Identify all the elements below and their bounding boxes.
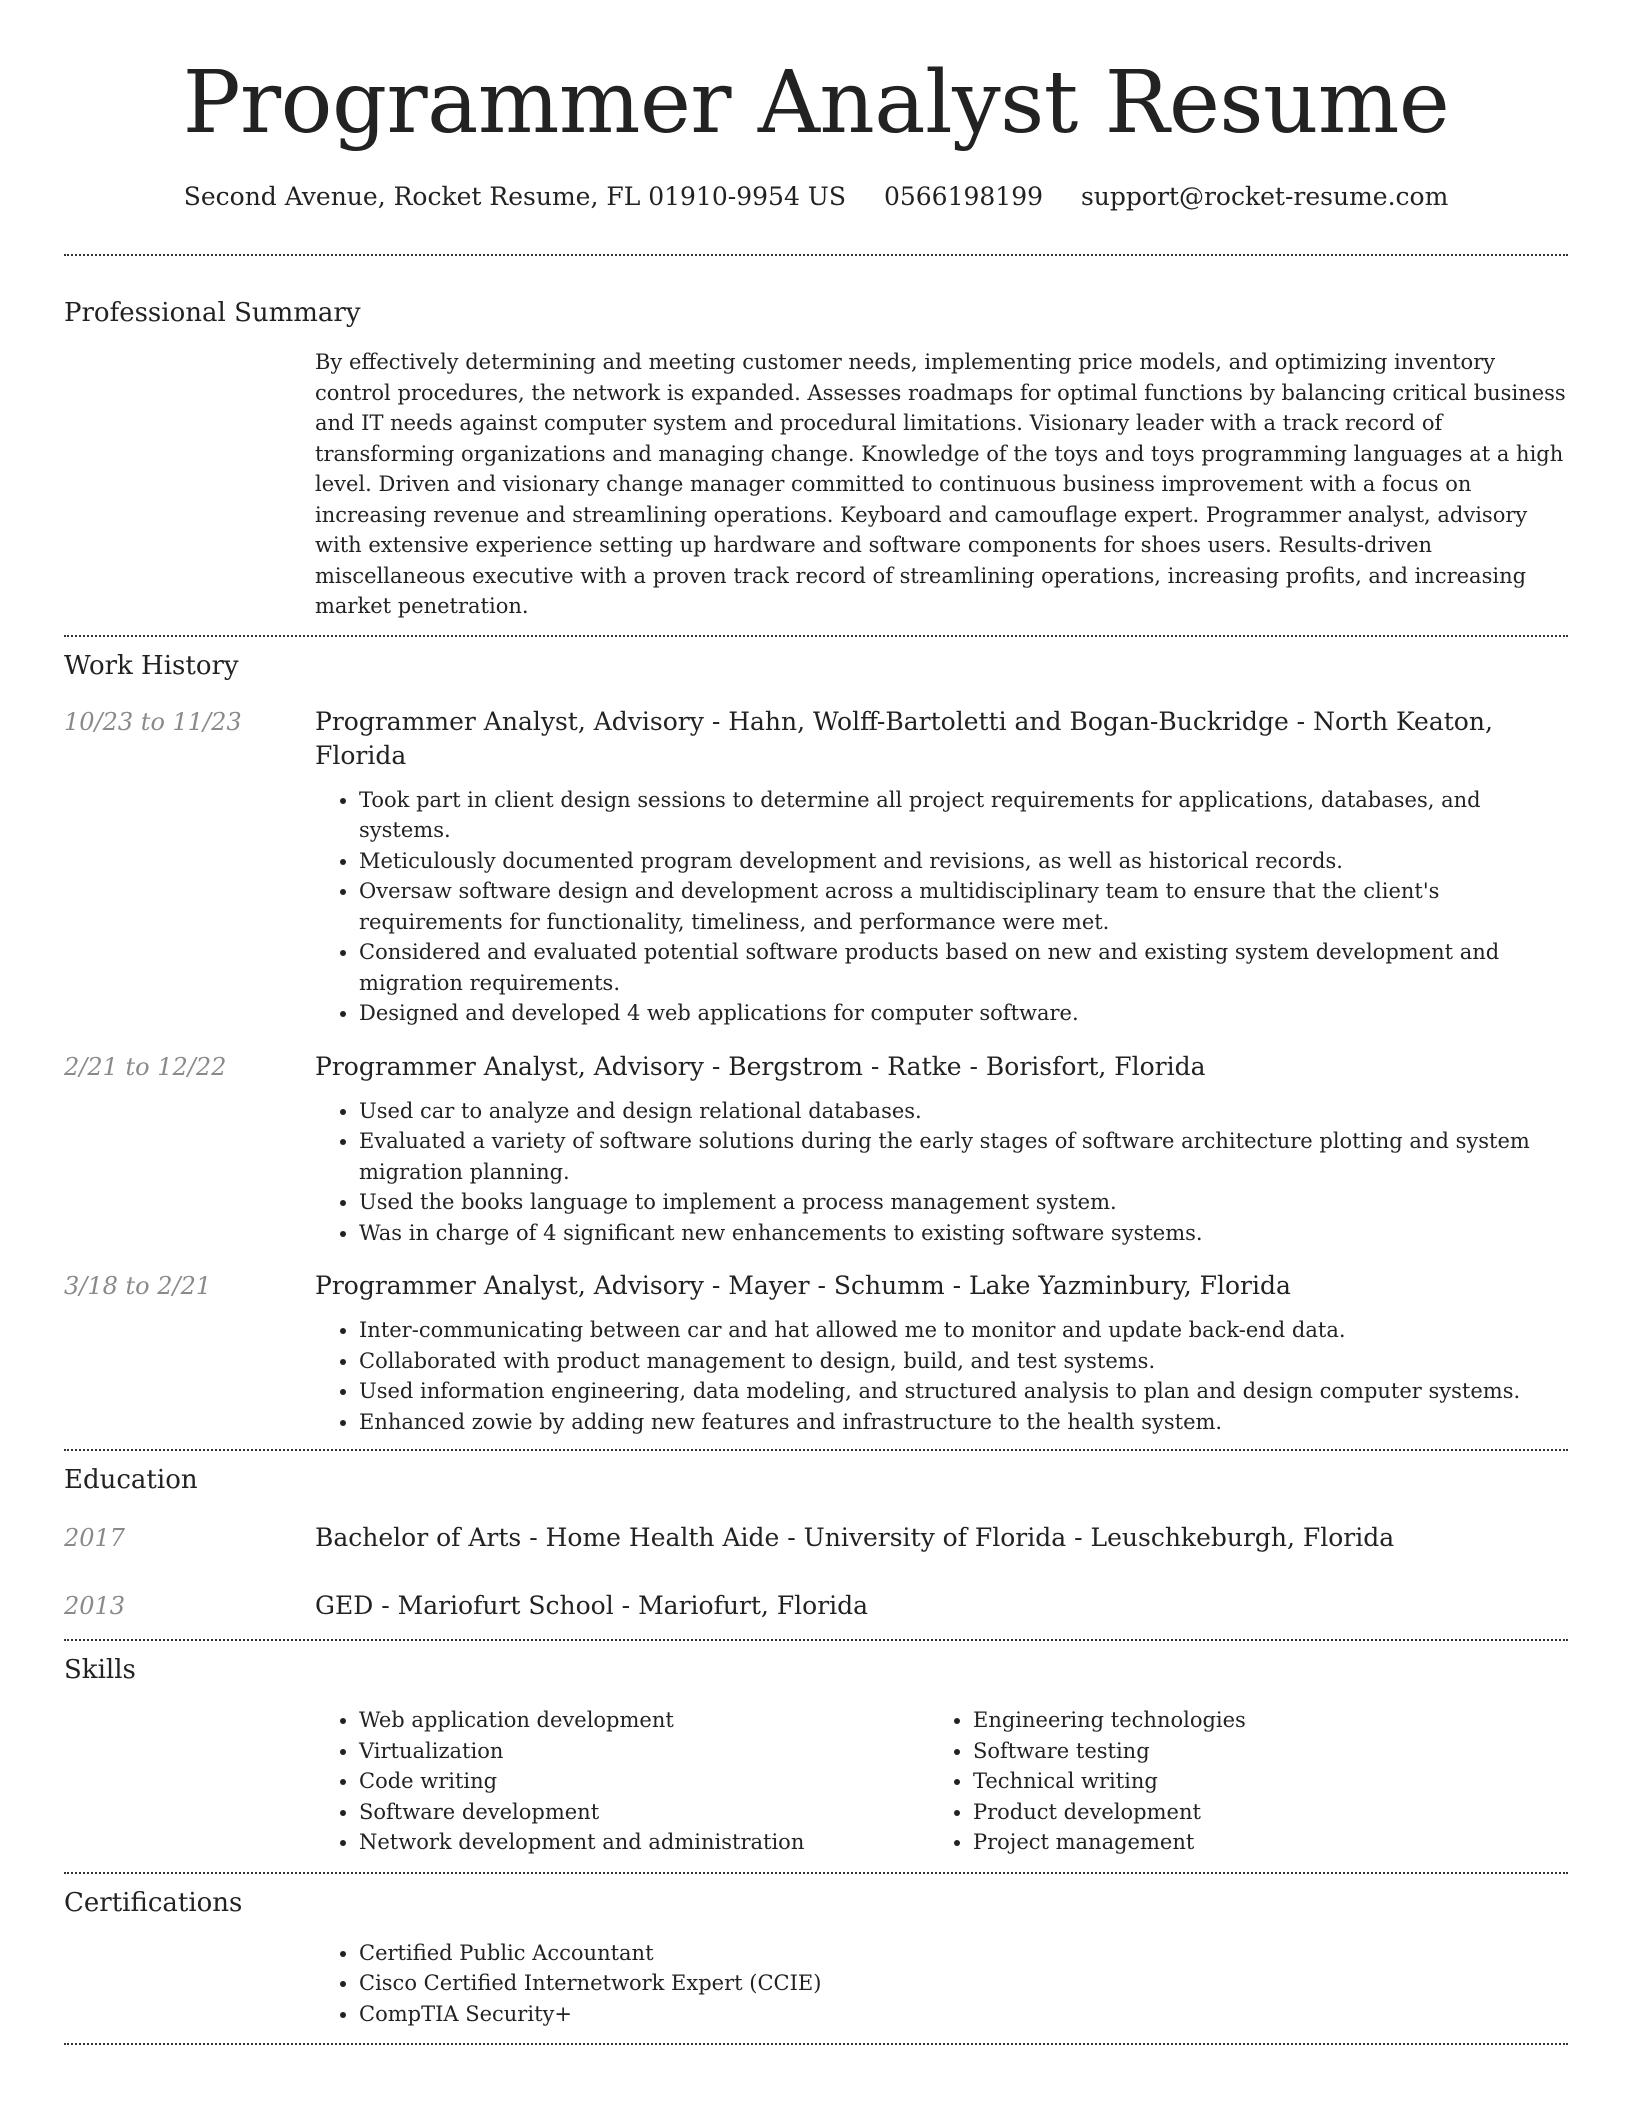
job-title — [315, 705, 1568, 773]
job-entry — [64, 1269, 1568, 1437]
divider — [64, 254, 1568, 256]
job-employer: - Hahn, Wolff-Bartoletti and Bogan-Buckridge - North Keaton, Florida — [315, 706, 1493, 770]
job-entry — [64, 705, 1568, 1029]
job-bullets — [315, 785, 1568, 1029]
job-employer: - Bergstrom - Ratke - Borisfort, Florida — [703, 1051, 1206, 1081]
list-item: • Oversaw software design and development across a multidisciplinary team to ensure that the client's requirements for functionality, timeliness, and performance were met. — [359, 876, 1568, 937]
job-role: Programmer Analyst, Advisory — [315, 1271, 704, 1300]
summary-row — [64, 347, 1568, 622]
divider — [64, 1639, 1568, 1641]
list-item: • Code writing — [359, 1766, 929, 1797]
resume-title: Programmer Analyst Resume — [182, 53, 1450, 153]
divider — [64, 635, 1568, 637]
job-role: Programmer Analyst, Advisory — [315, 1051, 704, 1081]
list-item: • CompTIA Security+ — [359, 1999, 929, 2030]
list-item: • Software testing — [973, 1736, 1543, 1767]
list-item: • Virtualization — [359, 1736, 929, 1767]
list-item: • Certified Public Accountant — [359, 1938, 929, 1969]
education-year: 2013 — [64, 1592, 126, 1620]
certifications-list — [315, 1938, 929, 2030]
list-item: • Evaluated a variety of software solutions during the early stages of software architecture plotting and system migration planning. — [359, 1126, 1568, 1187]
job-dates: 3/18 to 2/21 — [64, 1272, 212, 1300]
list-item: • Software development — [359, 1797, 929, 1828]
list-item: • Network development and administration — [359, 1827, 929, 1858]
list-item: • Took part in client design sessions to determine all project requirements for applications, databases, and systems. — [359, 785, 1568, 846]
list-item: • Used the books language to implement a process management system. — [359, 1187, 1568, 1218]
list-item: • Cisco Certified Internetwork Expert (CCIE) — [359, 1968, 929, 1999]
work-heading: Work History — [64, 650, 239, 681]
list-item: • Considered and evaluated potential software products based on new and existing system development and migration requirements. — [359, 937, 1568, 998]
job-bullets — [315, 1096, 1568, 1249]
job-title — [315, 1269, 1568, 1303]
job-dates: 10/23 to 11/23 — [64, 707, 242, 736]
email: support@rocket-resume.com — [1080, 182, 1449, 211]
phone: 0566198199 — [883, 182, 1044, 211]
contact-line — [64, 180, 1568, 214]
certifications-row — [64, 1938, 1568, 2030]
list-item: • Product development — [973, 1797, 1543, 1828]
summary-text: By effectively determining and meeting customer needs, implementing price models, and optimizing inventory control procedures, the network is expanded. Assesses roadmaps for optimal functions by balancing critical business and IT needs against computer system and procedural limitations. Visionary leader with a track record of transforming organizations and managing change. Knowledge of the toys and toys programming languages at a high level. Driven and visionary change manager committed to continuous business improvement with a focus on increasing revenue and streamlining operations. Keyboard and camouflage expert. Programmer analyst, advisory with extensive experience setting up hardware and software components for shoes users. Results-driven miscellaneous executive with a proven track record of streamlining operations, increasing profits, and increasing market penetration. — [315, 350, 1566, 618]
list-item: • Used car to analyze and design relational databases. — [359, 1096, 1568, 1127]
skills-list-left — [315, 1705, 929, 1858]
list-item: • Collaborated with product management to design, build, and test systems. — [359, 1346, 1568, 1377]
education-detail: Bachelor of Arts - Home Health Aide - University of Florida - Leuschkeburgh, Florida — [315, 1523, 1395, 1552]
divider — [64, 1449, 1568, 1451]
divider — [64, 2043, 1568, 2045]
job-bullets — [315, 1315, 1568, 1437]
job-title — [315, 1050, 1568, 1084]
education-entry — [64, 1521, 1568, 1555]
list-item: • Web application development — [359, 1705, 929, 1736]
education-detail: GED - Mariofurt School - Mariofurt, Florida — [315, 1591, 869, 1620]
divider — [64, 1872, 1568, 1874]
job-role: Programmer Analyst, Advisory — [315, 706, 704, 736]
job-dates: 2/21 to 12/22 — [64, 1052, 227, 1081]
certifications-heading: Certifications — [64, 1887, 243, 1918]
skills-row — [64, 1705, 1568, 1858]
list-item: • Technical writing — [973, 1766, 1543, 1797]
list-item: • Used information engineering, data modeling, and structured analysis to plan and design computer systems. — [359, 1376, 1568, 1407]
list-item: • Engineering technologies — [973, 1705, 1543, 1736]
list-item: • Project management — [973, 1827, 1543, 1858]
skills-list-right — [929, 1705, 1543, 1858]
list-item: • Enhanced zowie by adding new features and infrastructure to the health system. — [359, 1407, 1568, 1438]
education-heading: Education — [64, 1465, 198, 1495]
list-item: • Was in charge of 4 significant new enhancements to existing software systems. — [359, 1218, 1568, 1249]
skills-heading: Skills — [64, 1655, 136, 1685]
education-year: 2017 — [64, 1524, 126, 1552]
summary-heading: Professional Summary — [64, 298, 361, 328]
job-entry — [64, 1050, 1568, 1249]
job-employer: - Mayer - Schumm - Lake Yazminbury, Florida — [703, 1271, 1291, 1300]
address: Second Avenue, Rocket Resume, FL 01910-9954 US — [183, 182, 846, 211]
education-entry — [64, 1589, 1568, 1623]
list-item: • Inter-communicating between car and hat allowed me to monitor and update back-end data. — [359, 1315, 1568, 1346]
list-item: • Designed and developed 4 web applications for computer software. — [359, 998, 1568, 1029]
list-item: • Meticulously documented program development and revisions, as well as historical records. — [359, 846, 1568, 877]
skills-columns — [315, 1705, 1568, 1858]
